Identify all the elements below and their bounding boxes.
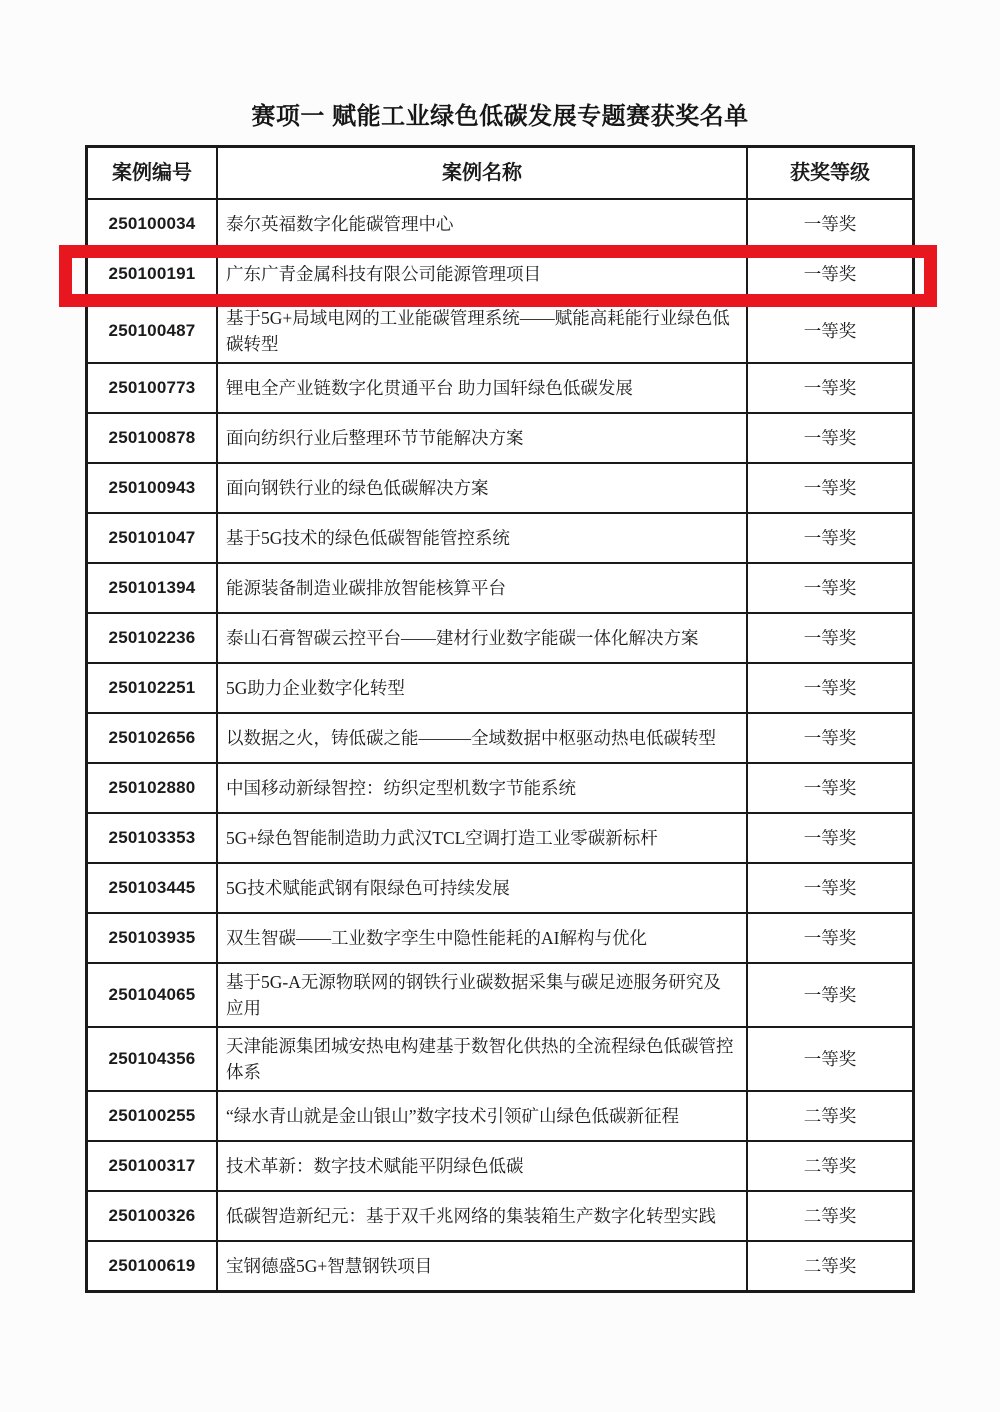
case-id: 250102251 xyxy=(108,678,196,697)
award-level: 二等奖 xyxy=(746,1142,912,1190)
award-level: 一等奖 xyxy=(746,864,912,912)
case-id: 250100619 xyxy=(108,1256,196,1275)
case-name: 以数据之火，铸低碳之能———全域数据中枢驱动热电低碳转型 xyxy=(216,714,746,762)
case-id: 250103935 xyxy=(108,928,196,947)
award-level: 一等奖 xyxy=(746,564,912,612)
case-id: 250100317 xyxy=(108,1156,196,1175)
case-id: 250102880 xyxy=(108,778,196,797)
table-row xyxy=(88,298,912,362)
case-name: 技术革新：数字技术赋能平阴绿色低碳 xyxy=(216,1142,746,1190)
case-name: 泰尔英福数字化能碳管理中心 xyxy=(216,200,746,248)
case-name: 5G技术赋能武钢有限绿色可持续发展 xyxy=(216,864,746,912)
table-row xyxy=(88,1190,912,1240)
case-name: 面向钢铁行业的绿色低碳解决方案 xyxy=(216,464,746,512)
case-name: 5G助力企业数字化转型 xyxy=(216,664,746,712)
table-row xyxy=(88,962,912,1026)
award-level: 二等奖 xyxy=(746,1092,912,1140)
award-level: 一等奖 xyxy=(746,814,912,862)
case-id: 250101394 xyxy=(108,578,196,597)
header-cell-case-id: 案例编号 xyxy=(112,162,192,184)
award-level: 一等奖 xyxy=(746,364,912,412)
case-id: 250100943 xyxy=(108,478,196,497)
case-id: 250100255 xyxy=(108,1106,196,1125)
case-id: 250100487 xyxy=(108,321,196,340)
case-name: 锂电全产业链数字化贯通平台 助力国轩绿色低碳发展 xyxy=(216,364,746,412)
case-name: 双生智碳——工业数字孪生中隐性能耗的AI解构与优化 xyxy=(216,914,746,962)
table-row xyxy=(88,198,912,248)
case-name: 基于5G-A无源物联网的钢铁行业碳数据采集与碳足迹服务研究及应用 xyxy=(216,964,746,1026)
award-level: 一等奖 xyxy=(746,250,912,298)
case-id: 250102656 xyxy=(108,728,196,747)
table-row xyxy=(88,812,912,862)
case-name: 中国移动新绿智控：纺织定型机数字节能系统 xyxy=(216,764,746,812)
header-cell-award-level: 获奖等级 xyxy=(746,148,912,198)
award-table xyxy=(85,145,915,1293)
case-id: 250104356 xyxy=(108,1049,196,1068)
table-row xyxy=(88,362,912,412)
table-header-row xyxy=(88,148,912,198)
case-name: 天津能源集团城安热电构建基于数智化供热的全流程绿色低碳管控体系 xyxy=(216,1028,746,1090)
case-name: 广东广青金属科技有限公司能源管理项目 xyxy=(216,250,746,298)
table-row xyxy=(88,612,912,662)
case-id: 250102236 xyxy=(108,628,196,647)
table-row xyxy=(88,462,912,512)
case-id: 250100878 xyxy=(108,428,196,447)
case-name: 低碳智造新纪元：基于双千兆网络的集装箱生产数字化转型实践 xyxy=(216,1192,746,1240)
case-id: 250103353 xyxy=(108,828,196,847)
award-level: 一等奖 xyxy=(746,414,912,462)
table-row xyxy=(88,1090,912,1140)
case-id: 250100191 xyxy=(108,264,196,283)
award-level: 一等奖 xyxy=(746,200,912,248)
table-row xyxy=(88,1026,912,1090)
award-level: 一等奖 xyxy=(746,764,912,812)
award-level: 一等奖 xyxy=(746,714,912,762)
case-name: 5G+绿色智能制造助力武汉TCL空调打造工业零碳新标杆 xyxy=(216,814,746,862)
case-id: 250100034 xyxy=(108,214,196,233)
award-level: 一等奖 xyxy=(746,964,912,1026)
award-level: 一等奖 xyxy=(746,1028,912,1090)
award-level: 一等奖 xyxy=(746,614,912,662)
table-row xyxy=(88,662,912,712)
award-level: 一等奖 xyxy=(746,514,912,562)
case-name: 基于5G技术的绿色低碳智能管控系统 xyxy=(216,514,746,562)
table-row xyxy=(88,248,912,298)
case-name: 能源装备制造业碳排放智能核算平台 xyxy=(216,564,746,612)
case-name: 泰山石膏智碳云控平台——建材行业数字能碳一体化解决方案 xyxy=(216,614,746,662)
case-id: 250100326 xyxy=(108,1206,196,1225)
award-level: 一等奖 xyxy=(746,914,912,962)
table-row xyxy=(88,862,912,912)
table-row xyxy=(88,912,912,962)
award-level: 一等奖 xyxy=(746,464,912,512)
case-name: 基于5G+局域电网的工业能碳管理系统——赋能高耗能行业绿色低碳转型 xyxy=(216,300,746,362)
case-name: 面向纺织行业后整理环节节能解决方案 xyxy=(216,414,746,462)
page-title: 赛项一 赋能工业绿色低碳发展专题赛获奖名单 xyxy=(251,103,749,130)
table-row xyxy=(88,512,912,562)
case-name: 宝钢德盛5G+智慧钢铁项目 xyxy=(216,1242,746,1290)
case-name: “绿水青山就是金山银山”数字技术引领矿山绿色低碳新征程 xyxy=(216,1092,746,1140)
case-id: 250103445 xyxy=(108,878,196,897)
header-cell-case-name: 案例名称 xyxy=(216,148,746,198)
award-level: 一等奖 xyxy=(746,664,912,712)
table-row xyxy=(88,1240,912,1290)
award-level: 二等奖 xyxy=(746,1192,912,1240)
table-row xyxy=(88,1140,912,1190)
award-level: 二等奖 xyxy=(746,1242,912,1290)
table-row xyxy=(88,412,912,462)
table-row xyxy=(88,762,912,812)
case-id: 250104065 xyxy=(108,985,196,1004)
case-id: 250100773 xyxy=(108,378,196,397)
award-level: 一等奖 xyxy=(746,300,912,362)
table-row xyxy=(88,562,912,612)
table-row xyxy=(88,712,912,762)
case-id: 250101047 xyxy=(108,528,196,547)
